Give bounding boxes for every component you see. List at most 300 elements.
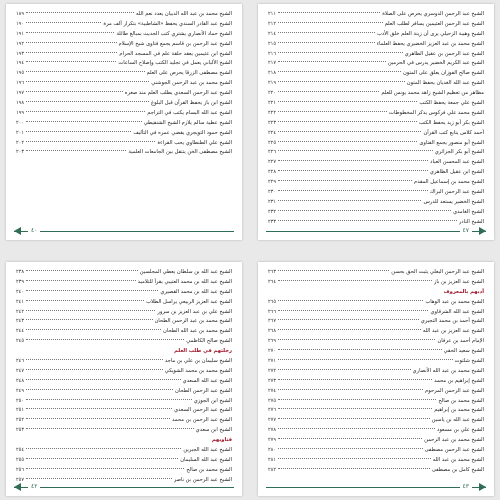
dot-leader (278, 180, 412, 181)
toc-entry-title: الشيخ عبد العزيز بن باز (433, 278, 484, 285)
toc-entry-page: ٢٤٤ (16, 328, 25, 335)
toc-entry-title: الشيخ محمد بن عبد الله (432, 456, 484, 463)
dot-leader (26, 389, 173, 390)
toc-entry-title: الشيخ علي بن عبد العزيز بن سرور (157, 308, 232, 315)
dot-leader (278, 61, 386, 62)
toc-entry-title: الشيخ وهيبة الزحيلي يرى أن زينة العلم خلق الأدب (376, 30, 484, 37)
toc-entry-title: الشيخ مصطفى الخن يتنقل بين الجامعات العلمية (128, 149, 232, 156)
dot-leader (278, 150, 433, 151)
dot-leader (278, 101, 417, 102)
page-footer (266, 482, 486, 492)
toc-entry[interactable] (268, 109, 484, 119)
toc-list (6, 262, 242, 486)
toc-entry-title: الشيخ أحمد بن محمد التجيري (420, 318, 484, 325)
toc-entry-page: ٢٤٠ (16, 288, 25, 295)
toc-entry-page: ٢٢١ (268, 100, 277, 107)
toc-entry-title: الشيخ محمد بن إبراهيم (434, 407, 484, 414)
toc-entry[interactable] (268, 158, 484, 168)
toc-page-bottom-left (6, 262, 242, 496)
toc-entry[interactable] (268, 20, 484, 30)
toc-entry-page: ٢١٩ (268, 80, 277, 87)
toc-entry-title: الشيخ عبد الرحمن الطحان (175, 387, 232, 394)
toc-entry-title: الشيخ محمد علي فركوس يذكر المخطوطات (388, 109, 484, 116)
toc-entry[interactable] (268, 69, 484, 79)
dot-leader (278, 389, 423, 390)
toc-entry-page: ٢٦٣ (268, 269, 277, 275)
toc-entry-title: الشيخ عبد الرحمن الدوسري يحرص على الصلاة (382, 11, 484, 17)
toc-entry[interactable] (268, 89, 484, 99)
dot-leader (278, 200, 421, 201)
toc-entry-page: ٢٢٤ (268, 129, 277, 136)
toc-entry[interactable] (16, 298, 232, 308)
toc-entry[interactable] (268, 337, 484, 347)
toc-entry[interactable] (16, 367, 232, 377)
toc-entry-page: ٢٤٨ (16, 377, 25, 384)
dot-leader (278, 310, 428, 311)
toc-entry[interactable] (16, 139, 232, 149)
toc-entry-page: ٢٢٣ (268, 119, 277, 126)
toc-entry-page: ٢١٨ (268, 70, 277, 77)
dot-leader (26, 428, 194, 429)
toc-entry[interactable] (268, 188, 484, 198)
toc-entry[interactable] (268, 327, 484, 337)
dot-leader (278, 339, 435, 340)
dot-leader (278, 81, 405, 82)
toc-entry-page: ٢٢٠ (268, 90, 277, 97)
toc-entry-page: ٢٤٦ (16, 358, 25, 365)
toc-entry-page: ٢٤٣ (16, 318, 25, 325)
toc-entry-title: الشيخ علي جمعة يحفظ الكتب (419, 100, 484, 107)
toc-entry[interactable] (16, 337, 232, 347)
toc-entry-page: ٢٤٢ (16, 308, 25, 315)
toc-entry-page: ٢٦٦ (268, 308, 277, 315)
toc-entry-page: ٢١٥ (268, 40, 277, 47)
toc-entry-title: الشيخ عبد الكريم الخضير يدرس في الحرمين (387, 60, 484, 67)
dot-leader (278, 329, 421, 330)
toc-section-heading[interactable] (16, 436, 232, 446)
toc-entry[interactable] (16, 69, 232, 79)
dot-leader (26, 91, 123, 92)
toc-entry-page: ٢٨٢ (268, 466, 277, 473)
toc-entry[interactable] (16, 387, 232, 397)
toc-entry-title: أحمد كلاس يتابع كتب القرآن (423, 129, 484, 136)
toc-entry[interactable] (16, 456, 232, 466)
toc-entry-title: الشيخ عبد الرحمن السعدي يطلب العلم منذ صغره (124, 90, 232, 97)
toc-entry[interactable] (16, 317, 232, 327)
toc-entry[interactable] (16, 59, 232, 69)
toc-list (258, 4, 494, 228)
toc-entry-page: ٢٧٧ (268, 417, 277, 424)
toc-entry-title: الشيخ عبد الرحمن بن قاسم يجمع فتاوى شيخ الإسلام (118, 40, 232, 47)
dot-leader (278, 399, 436, 400)
toc-entry[interactable] (268, 208, 484, 218)
toc-entry-title: الشيخ إبراهيم بن محمد (434, 377, 484, 384)
toc-entry-title: الشيخ حمود التويجري يقضي عمره في التأليف (133, 129, 232, 136)
toc-entry-title: الشيخ محمد بن صالح (186, 466, 232, 473)
toc-entry[interactable] (268, 139, 484, 149)
toc-entry-title: الشيخ علي الطنطاوي يحب القراءة (157, 139, 232, 146)
toc-entry[interactable] (268, 416, 484, 426)
toc-entry-title: الشيخ عبد الله بن محمد العتيبي يقرأ للتلاميذ (137, 278, 232, 285)
toc-entry[interactable] (268, 50, 484, 60)
dot-leader (26, 22, 101, 23)
toc-entry-title: الشيخ ابن سعدي (195, 427, 232, 434)
dot-leader (278, 131, 421, 132)
toc-entry[interactable] (268, 317, 484, 327)
toc-entry-page: ٢٢٦ (268, 149, 277, 156)
toc-entry-title: الشيخ ابن عثيمين يعقد حلقة علم في المسجد الحرام (119, 50, 232, 57)
toc-entry[interactable] (268, 30, 484, 40)
toc-entry[interactable] (268, 119, 484, 129)
toc-entry[interactable] (16, 327, 232, 337)
toc-entry-title: الشيخ عبد الله السليمان (180, 456, 232, 463)
toc-entry[interactable] (16, 357, 232, 367)
toc-entry-title: الشيخ محمد بن عبد الرحمن الطحان (154, 318, 232, 325)
dot-leader (278, 111, 387, 112)
dot-leader (26, 339, 184, 340)
dot-leader (26, 300, 144, 301)
dot-leader (278, 270, 389, 271)
toc-entry[interactable] (16, 416, 232, 426)
toc-entry[interactable] (16, 406, 232, 416)
toc-entry-page: ٢٨٠ (268, 447, 277, 454)
dot-leader (26, 101, 149, 102)
toc-entry[interactable] (268, 268, 484, 278)
toc-entry[interactable] (16, 119, 232, 129)
toc-entry-page: ٢٧٩ (268, 437, 277, 444)
toc-entry[interactable] (268, 466, 484, 476)
toc-entry[interactable] (16, 109, 232, 119)
toc-entry-title: الشيخ عبد القادر السندي يحفظ «الشاطبية» بتكرار ألف مرة (103, 20, 232, 27)
toc-entry-title: الشيخ ابن باز يحفظ القرآن قبل البلوغ (151, 100, 232, 107)
toc-entry[interactable] (268, 308, 484, 318)
toc-entry-page: ٢٥٤ (16, 447, 25, 454)
dot-leader (26, 270, 138, 271)
toc-entry-title: الشيخ محمد بن عبد العزيز الخضيري يحفظ العلماء (376, 40, 484, 47)
toc-entry-title: الشيخ الخضير يستعد للدرس (423, 198, 484, 205)
toc-entry-title: الشيخ عبد الرحمن مصطفى (424, 447, 484, 454)
dot-leader (278, 458, 431, 459)
dot-leader (26, 52, 117, 53)
toc-entry[interactable] (268, 99, 484, 109)
dot-leader (26, 121, 142, 122)
toc-entry-title: الشيخ عبد الله السعدي (182, 377, 232, 384)
toc-entry[interactable] (16, 268, 232, 278)
page-number: ٤٠ (28, 226, 40, 236)
dot-leader (26, 448, 181, 449)
dot-leader (26, 418, 170, 419)
footer-arrow-icon (14, 483, 21, 491)
toc-entry[interactable] (16, 129, 232, 139)
dot-leader (26, 12, 134, 13)
toc-entry[interactable] (268, 446, 484, 456)
toc-entry[interactable] (268, 40, 484, 50)
toc-entry-page: ٢٢٢ (268, 109, 277, 116)
toc-entry-title: الشيخ أبو منصور يجمع الفتاوى (419, 139, 484, 146)
dot-leader (278, 190, 428, 191)
toc-entry-title: الشيخ عبد الله الشرقاوي (430, 308, 484, 315)
toc-entry-title: رحلتهم في طلب العلم (174, 348, 232, 355)
toc-entry[interactable] (268, 397, 484, 407)
toc-entry-title: الشيخ عبد الرحمن بن ناصر (173, 476, 232, 483)
dot-leader (26, 408, 172, 409)
toc-entry[interactable] (268, 357, 484, 367)
toc-entry-title: الإمام أحمد بن عرفان (437, 338, 484, 345)
toc-entry[interactable] (268, 387, 484, 397)
dot-leader (278, 438, 422, 439)
toc-entry[interactable] (16, 148, 232, 158)
toc-entry[interactable] (16, 426, 232, 436)
toc-entry-page: ١٨٩ (16, 11, 25, 17)
toc-entry[interactable] (16, 397, 232, 407)
toc-entry-title: مظاهر من تعظيم الشيخ زاهد محمد يونس للعلم (381, 90, 484, 97)
toc-entry-title: الشيخ علي بن مسعود (437, 427, 484, 434)
toc-entry-title: الشيخ حماد الأنصاري يشتري كتب الحديث بمبالغ طائلة (116, 30, 232, 37)
toc-entry[interactable] (16, 278, 232, 288)
footer-rule (266, 487, 486, 488)
toc-entry-page: ٢٧١ (268, 358, 277, 365)
dot-leader (278, 121, 417, 122)
toc-entry-page: ١٩٨ (16, 100, 25, 107)
toc-entry[interactable] (16, 79, 232, 89)
toc-entry-title: الشيخ عبد الرحمن المرحوم (425, 387, 484, 394)
toc-entry-title: الشيخ عبد الرحمن العثيمين يسافر لطلب العلم (384, 20, 484, 27)
toc-section-heading[interactable] (268, 288, 484, 298)
dot-leader (26, 290, 158, 291)
toc-entry-page: ٢٥٢ (16, 417, 25, 424)
dot-leader (26, 280, 136, 281)
toc-entry-page: ١٩٥ (16, 70, 25, 77)
toc-entry[interactable] (268, 298, 484, 308)
toc-entry-page: ٢٠١ (16, 129, 25, 136)
toc-entry-page: ٢٤٧ (16, 367, 25, 374)
toc-entry-page: ٢٧٤ (268, 387, 277, 394)
toc-entry-page: ٢٤٩ (16, 387, 25, 394)
dot-leader (26, 310, 155, 311)
toc-entry-page: ٢٥٧ (16, 476, 25, 483)
toc-entry-title: الشيخ محمد بن عبد الرحمن الجوشني (151, 80, 232, 87)
footer-rule (266, 231, 486, 232)
toc-entry-title: الشيخ محمد بن عبد الله الأنصاري (412, 367, 484, 374)
toc-entry-title: الشيخ عطية سالم يلازم الشيخ الشنقيطي (143, 119, 232, 126)
toc-entry-title: الشيخ صالح الكاظمي (186, 338, 232, 345)
toc-entry[interactable] (16, 40, 232, 50)
toc-entry-title: الشيخ عبد الرحمن بن عقيل الظاهري (404, 50, 484, 57)
toc-entry-page: ٢٣٠ (268, 189, 277, 196)
toc-entry-page: ١٩٣ (16, 50, 25, 57)
toc-entry[interactable] (16, 99, 232, 109)
toc-entry[interactable] (16, 20, 232, 30)
toc-entry-title: الشيخ محمد بن صالح (438, 397, 484, 404)
toc-entry-page: ١٩٩ (16, 109, 25, 116)
toc-entry-page: ٢٧٨ (268, 427, 277, 434)
toc-entry[interactable] (268, 129, 484, 139)
toc-entry-page: ٢٥٣ (16, 427, 25, 434)
dot-leader (26, 478, 172, 479)
dot-leader (278, 42, 375, 43)
toc-entry-page: ٢٤١ (16, 298, 25, 305)
toc-entry-page: ٢٧٦ (268, 407, 277, 414)
toc-entry-title: الشيخ عبد الله بن ياسين (431, 417, 484, 424)
toc-entry-title: فتاويهم (211, 437, 232, 444)
toc-entry[interactable] (16, 308, 232, 318)
toc-entry-title: الشيخ محمد بن عبد الوهاب (425, 298, 484, 305)
toc-entry-title: الشيخ عبد العزيز بن عبد الله (422, 328, 484, 335)
toc-entry-page: ٢٣٨ (16, 269, 25, 275)
toc-entry-title: الشيخ محمد بن إسماعيل المقدم (414, 179, 484, 186)
dot-leader (278, 91, 379, 92)
toc-entry-page: ٢١٢ (268, 20, 277, 27)
toc-entry[interactable] (268, 10, 484, 20)
dot-leader (26, 81, 149, 82)
toc-entry-page: ٢٠٣ (16, 149, 25, 156)
toc-entry-page: ٢٥٥ (16, 456, 25, 463)
dot-leader (278, 349, 442, 350)
toc-entry-page: ٢٦٩ (268, 338, 277, 345)
toc-entry-page: ١٩٧ (16, 90, 25, 97)
toc-entry-page: ٢٣٩ (16, 278, 25, 285)
dot-leader (26, 468, 184, 469)
toc-entry-page: ٢٧٣ (268, 377, 277, 384)
toc-entry-page: ٢٢٥ (268, 139, 277, 146)
footer-rule (14, 487, 234, 488)
toc-entry-page: ٢٠٢ (16, 139, 25, 146)
toc-entry[interactable] (268, 406, 484, 416)
toc-entry-page: ١٩٢ (16, 40, 25, 47)
dot-leader (278, 359, 453, 360)
toc-entry[interactable] (268, 178, 484, 188)
toc-entry[interactable] (268, 148, 484, 158)
dot-leader (26, 369, 163, 370)
toc-entry-title: الشيخ محمد بن عبد الرحمن (424, 437, 484, 444)
toc-entry[interactable] (16, 50, 232, 60)
dot-leader (26, 150, 126, 151)
toc-entry-title: الشيخ سليمان بن علي بن ماجد (164, 358, 232, 365)
toc-entry-title: الشيخ عبد الله البسام يكتب في التراجم (147, 109, 232, 116)
toc-entry[interactable] (268, 367, 484, 377)
toc-entry-page: ٢٦٧ (268, 318, 277, 325)
dot-leader (278, 52, 403, 53)
toc-entry[interactable] (268, 278, 484, 288)
toc-list (258, 262, 494, 476)
dot-leader (278, 32, 375, 33)
dot-leader (278, 170, 428, 171)
toc-entry-title: الشيخ محمد بن محمد الشويكي (164, 367, 232, 374)
dot-leader (278, 280, 432, 281)
toc-entry[interactable] (268, 198, 484, 208)
toc-entry-title: الشيخ عبد الرحمن البراك (429, 189, 484, 196)
dot-leader (278, 379, 432, 380)
toc-entry[interactable] (16, 466, 232, 476)
page-footer (14, 226, 234, 236)
toc-entry-title: الشيخ صالح الفوزان يعلق على المتون (402, 70, 484, 77)
toc-entry-title: الشيخ النادر (458, 218, 484, 225)
toc-entry-page: ٢٥١ (16, 407, 25, 414)
toc-entry-page: ٢١٧ (268, 60, 277, 67)
toc-entry-title: الشيخ ابن الجوزي (193, 397, 232, 404)
page-number: ٤٣ (460, 482, 472, 492)
toc-entry-title: الشيخ عبد العزيز الربيعي يراسل الطلاب (146, 298, 232, 305)
toc-page-top-left (6, 4, 242, 240)
toc-entry[interactable] (268, 436, 484, 446)
toc-entry[interactable] (268, 79, 484, 89)
toc-entry-title: الشيخ عبد الله بن محمد القصيري (160, 288, 232, 295)
toc-entry[interactable] (268, 456, 484, 466)
toc-entry[interactable] (268, 426, 484, 436)
toc-entry[interactable] (268, 347, 484, 357)
toc-entry-title: الشيخ محمد بن عبد الله الطحان (163, 328, 232, 335)
toc-entry-title: الشيخ سعيد الحقي (443, 348, 484, 355)
toc-entry-title: الشيخ الغامدي (453, 208, 484, 215)
toc-entry-page: ٢٦٨ (268, 328, 277, 335)
toc-entry-page: ١٩٠ (16, 20, 25, 27)
dot-leader (26, 399, 192, 400)
dot-leader (278, 210, 451, 211)
toc-entry-page: ١٩١ (16, 30, 25, 37)
toc-entry-page: ٢٧٢ (268, 367, 277, 374)
dot-leader (26, 141, 155, 142)
toc-entry[interactable] (16, 288, 232, 298)
toc-entry-page: ٢٠٠ (16, 119, 25, 126)
dot-leader (26, 71, 144, 72)
toc-entry-page: ٢٧٥ (268, 397, 277, 404)
toc-entry-page: ٢٢٨ (268, 169, 277, 176)
toc-entry-title: الشيخ الألباني يعمل في تجليد الكتب وإصلاح الساعات (118, 60, 232, 67)
toc-entry[interactable] (16, 377, 232, 387)
toc-entry-page: ٢٣١ (268, 198, 277, 205)
toc-entry-page: ١٩٦ (16, 80, 25, 87)
page-footer (266, 226, 486, 236)
dot-leader (278, 300, 423, 301)
toc-entry-title: الشيخ عبد الله بن سلطان يعطي المجلسين (139, 269, 232, 275)
toc-entry-page: ٢٤٥ (16, 338, 25, 345)
toc-entry[interactable] (16, 10, 232, 20)
footer-arrow-icon (479, 483, 486, 491)
toc-entry[interactable] (268, 377, 484, 387)
toc-entry-page: ١٩٤ (16, 60, 25, 67)
dot-leader (278, 319, 419, 320)
toc-entry-page: ٢٧٠ (268, 348, 277, 355)
toc-entry-page: ٢٢٧ (268, 159, 277, 166)
footer-rule (14, 231, 234, 232)
dot-leader (26, 458, 178, 459)
toc-entry[interactable] (268, 168, 484, 178)
toc-entry-title: الشيخ مصطفى الزرقا يحرص على العلم (146, 70, 232, 77)
dot-leader (278, 12, 380, 13)
toc-entry-title: الشيخ عبد الله الجبرين (183, 447, 232, 454)
dot-leader (26, 32, 114, 33)
toc-entry-title: الشيخ عبد الرحمن السعدي (174, 407, 232, 414)
toc-entry[interactable] (268, 59, 484, 69)
toc-page-bottom-right (258, 262, 494, 496)
toc-entry-title: الشيخ بكر أبو زيد يحفظ الكتب (418, 119, 484, 126)
dot-leader (278, 428, 435, 429)
toc-entry-title: الشيخ محمد بن عبد الله الدبيان يعدد نعم الله (136, 11, 232, 17)
toc-entry[interactable] (16, 89, 232, 99)
toc-entry-title: الشيخ عبد الرحمن البعلي يثبت الحق بحسن (391, 269, 484, 275)
toc-entry[interactable] (16, 446, 232, 456)
toc-page-top-right (258, 4, 494, 240)
footer-arrow-icon (479, 227, 486, 235)
toc-entry-title: الشيخ ابن عقيل الظاهري (429, 169, 484, 176)
dot-leader (278, 448, 423, 449)
toc-entry[interactable] (16, 30, 232, 40)
dot-leader (26, 329, 161, 330)
toc-section-heading[interactable] (16, 347, 232, 357)
dot-leader (278, 418, 430, 419)
toc-entry-page: ٢٥٠ (16, 397, 25, 404)
toc-entry-page: ٢١٦ (268, 50, 277, 57)
